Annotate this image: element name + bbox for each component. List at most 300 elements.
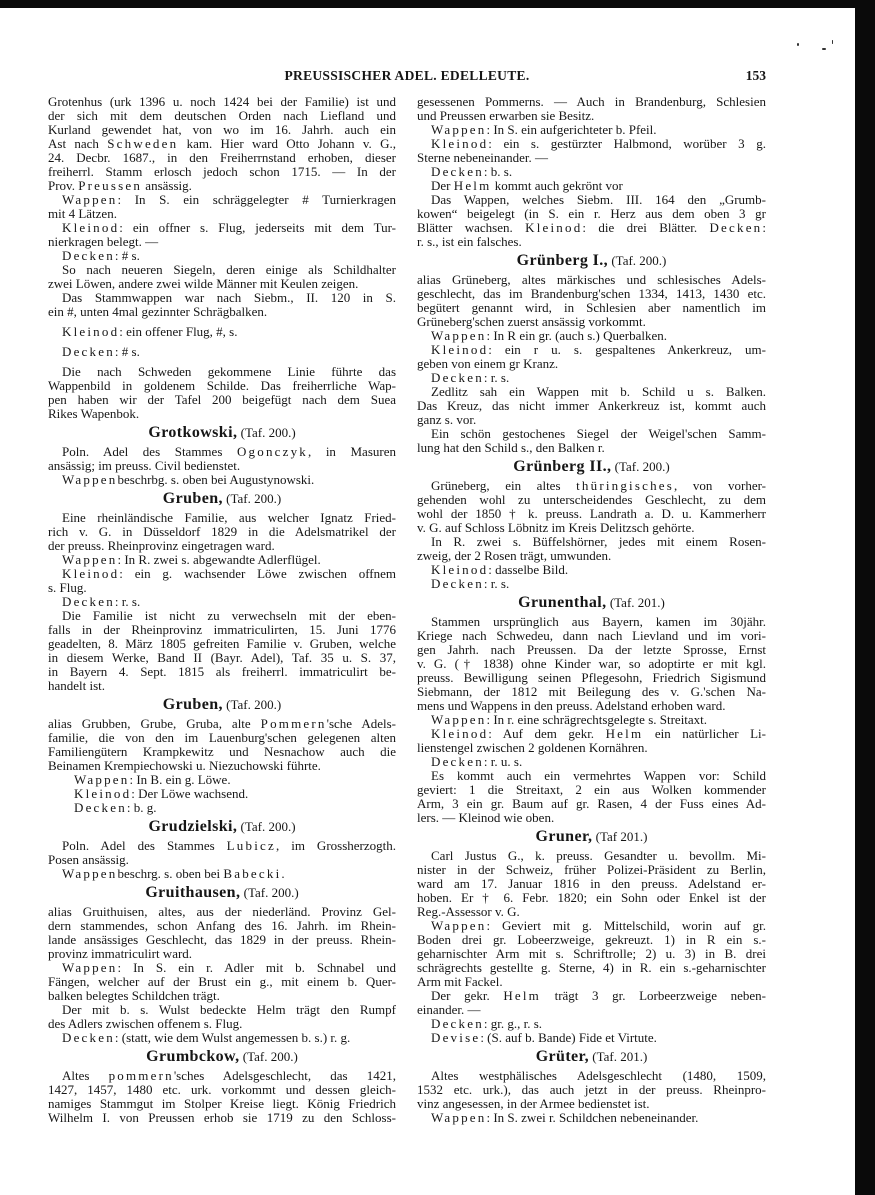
- plate-reference: (Taf. 200.): [226, 491, 282, 506]
- text-segment: Blätter wachsen.: [417, 220, 526, 235]
- scan-border-right: [855, 0, 875, 1195]
- text-segment: : In S. zwei r. Schildchen nebeneinander.: [486, 1110, 699, 1125]
- entry-heading: [417, 591, 766, 615]
- entry-paragraph: [48, 839, 396, 867]
- text-line: 24. Decbr. 1687., in den Freiherrnstand erhoben, dieser: [48, 150, 396, 165]
- text-segment: beschrg. s. oben bei: [117, 866, 224, 881]
- plate-reference: (Taf. 200.): [243, 885, 299, 900]
- text-segment: ansässig.: [142, 178, 192, 193]
- text-segment: , im Grossherzogth.: [275, 838, 396, 853]
- text-segment: Altes: [62, 1068, 109, 1083]
- text-segment: : ein offener Flug, #, s.: [119, 324, 238, 339]
- spaced-term: Wappen: [74, 772, 130, 787]
- text-line: [417, 563, 766, 577]
- plate-reference: (Taf. 201.): [609, 595, 665, 610]
- entry-paragraph: [48, 787, 396, 801]
- text-segment: : b. g.: [126, 800, 157, 815]
- entry-heading: [417, 249, 766, 273]
- spaced-term: Schweden: [107, 136, 179, 151]
- entry-paragraph: [48, 291, 396, 319]
- text-line: geviert: 1 die Streitaxt, 2 ein aus Wolken kommender: [417, 782, 766, 797]
- text-line: Es kommt auch ein vermehrtes Wappen vor: Schild: [431, 768, 766, 783]
- entry-paragraph: [48, 905, 396, 961]
- entry-paragraph: [417, 727, 766, 755]
- text-segment: : dasselbe Bild.: [488, 562, 569, 577]
- text-line: [417, 343, 766, 357]
- spaced-term: Kleinod: [74, 786, 132, 801]
- spaced-term: Decken: [431, 164, 484, 179]
- entry-paragraph: [48, 1031, 396, 1045]
- text-line: Sterne nebeneinander. —: [417, 150, 549, 165]
- right-column: [417, 95, 766, 1125]
- text-line: Kurland gewendet hat, von wo im 16. Jahrh. auch ein: [48, 122, 396, 137]
- plate-reference: (Taf. 200.): [614, 459, 670, 474]
- spaced-term: Decken: [74, 800, 127, 815]
- scan-speck: [797, 43, 799, 46]
- spaced-term: Kleinod: [431, 726, 489, 741]
- text-segment: : In r. eine schrägrechtsgelegte s. Streitaxt.: [486, 712, 708, 727]
- entry-paragraph: [48, 773, 396, 787]
- text-line: Altes westphälisches Adelsgeschlecht (1480, 1509,: [431, 1068, 766, 1083]
- text-line: [417, 919, 766, 933]
- entry-name: Grotkowski,: [148, 424, 238, 441]
- text-line: namiges Stammgut im Stolper Kreise liegt. König Friedrich: [48, 1096, 396, 1111]
- left-column: [48, 95, 396, 1125]
- text-line: Grüneberg'schen zuerst ansässig vorkommt.: [417, 314, 646, 329]
- text-line: [417, 165, 766, 179]
- text-line: [48, 961, 396, 975]
- text-line: Arm, 3 ein gr. Baum auf gr. Rasen, 4 der Fuss eines Ad-: [417, 796, 766, 811]
- spaced-term: Kleinod: [431, 342, 489, 357]
- entry-paragraph: [48, 193, 396, 221]
- entry-name: Grumbckow,: [146, 1048, 240, 1065]
- text-line: einander. —: [417, 1002, 481, 1017]
- text-segment: , in Masuren: [307, 444, 396, 459]
- text-line: falls in der Rheinprovinz immatriculirten, 15. Juni 1776: [48, 622, 396, 637]
- text-line: [417, 137, 766, 151]
- text-line: ein #, unten 4mal gezinnter Schrägbalken.: [48, 304, 268, 319]
- entry-paragraph: [48, 263, 396, 291]
- text-segment: : # s.: [114, 248, 140, 263]
- text-line: [48, 193, 396, 207]
- scan-border-top: [0, 0, 875, 8]
- entry-paragraph: [48, 553, 396, 567]
- entry-heading: [48, 693, 396, 717]
- text-line: vinz angesessen, in der Armee bedienstet ist.: [417, 1096, 650, 1111]
- text-line: v. G. († 1838) ohne Kinder war, so adoptirte er mit kgl.: [417, 656, 766, 671]
- entry-paragraph: [48, 1069, 396, 1125]
- entry-paragraph: [417, 919, 766, 989]
- text-line: zweig, der 2 Rosen trägt, umwunden.: [417, 548, 612, 563]
- entry-name: Grudzielski,: [148, 818, 238, 835]
- spaced-term: Wappen: [62, 192, 118, 207]
- text-segment: beschrbg. s. oben bei Augustynowski.: [117, 472, 315, 487]
- entry-heading: [48, 487, 396, 511]
- spaced-term: Wappen: [62, 960, 118, 975]
- spaced-term: Wappen: [62, 552, 118, 567]
- spaced-term: pommern: [108, 1068, 174, 1083]
- entry-paragraph: [417, 123, 766, 137]
- text-segment: : (S. auf b. Bande) Fide et Virtute.: [480, 1030, 657, 1045]
- spaced-term: Kleinod: [62, 220, 120, 235]
- text-line: nister in der Schweiz, früher Polizei-Präsident zu Berlin,: [417, 862, 766, 877]
- text-line: gesessenen Pommerns. — Auch in Brandenburg, Schlesien: [417, 94, 766, 109]
- text-line: pen haben wir der Tafel 200 beigefügt nach dem Suea: [48, 392, 396, 407]
- spaced-term: Wappen: [431, 918, 487, 933]
- spaced-term: Kleinod: [525, 220, 583, 235]
- entry-paragraph: [417, 95, 766, 123]
- text-segment: trägt 3 gr. Lorbeerzweige neben-: [541, 988, 766, 1003]
- text-line: mit 4 Lätzen.: [48, 206, 117, 221]
- text-line: des Adlers zwischen offenem s. Flug.: [48, 1016, 243, 1031]
- text-line: ganz s. vor.: [417, 412, 477, 427]
- text-line: und Preussen erwarben sie Besitz.: [417, 108, 595, 123]
- entry-heading: [48, 815, 396, 839]
- spaced-term: Preussen: [78, 178, 143, 193]
- text-line: ward am 17. Januar 1816 in den preuss. Adelstand er-: [417, 876, 766, 891]
- text-segment: : r. u. s.: [483, 754, 523, 769]
- entry-name: Grüter,: [535, 1048, 589, 1065]
- text-segment: kam. Hier ward Otto Johann v. G.,: [178, 136, 396, 151]
- entry-paragraph: [417, 1111, 766, 1125]
- spaced-term: Decken: [431, 370, 484, 385]
- entry-paragraph: [48, 595, 396, 609]
- text-segment: 'sche Adels-: [326, 716, 396, 731]
- entry-paragraph: [48, 961, 396, 1003]
- entry-name: Gruithausen,: [145, 884, 241, 901]
- text-line: [48, 717, 396, 731]
- entry-paragraph: [48, 801, 396, 815]
- text-segment: Grüneberg, ein altes: [431, 478, 577, 493]
- text-segment: : In S. ein schräggelegter # Turnierkragen: [117, 192, 396, 207]
- text-line: lienstengel zwischen 2 goldenen Kornähren.: [417, 740, 648, 755]
- text-line: [417, 577, 766, 591]
- scan-speck: [822, 48, 826, 50]
- text-line: Posen ansässig.: [48, 852, 129, 867]
- entry-paragraph: [48, 95, 396, 193]
- entry-paragraph: [417, 577, 766, 591]
- spaced-term: Decken: [431, 754, 484, 769]
- entry-paragraph: [417, 563, 766, 577]
- text-line: Die nach Schweden gekommene Linie führte das: [62, 364, 396, 379]
- text-segment: : In S. ein aufgerichteter b. Pfeil.: [486, 122, 657, 137]
- text-line: in diesem Werke, Band II (Bayr. Adel), Taf. 35 u. S. 37,: [48, 650, 396, 665]
- text-segment: : In S. ein r. Adler mit b. Schnabel und: [117, 960, 396, 975]
- text-segment: alias Grubben, Grube, Gruba, alte: [48, 716, 261, 731]
- text-line: Das Wappen, welches Siebm. III. 164 den „Grumb-: [431, 192, 766, 207]
- text-segment: : In R. zwei s. abgewandte Adlerflügel.: [117, 552, 321, 567]
- spaced-term: Wappen: [62, 472, 118, 487]
- spaced-term: Kleinod: [431, 136, 489, 151]
- entry-paragraph: [417, 371, 766, 385]
- text-line: [48, 867, 396, 881]
- entry-paragraph: [48, 325, 396, 339]
- scan-speck: [832, 40, 833, 44]
- text-line: Zedlitz sah ein Wappen mit b. Schild u s. Balken.: [431, 384, 766, 399]
- text-line: [48, 595, 396, 609]
- text-line: Fängen, welcher auf der Brust ein g., mit einem b. Quer-: [48, 974, 396, 989]
- text-line: r. s., ist ein falsches.: [417, 234, 522, 249]
- text-line: der preuss. Rheinprovinz eingetragen ward.: [48, 538, 275, 553]
- text-line: [417, 989, 766, 1003]
- plate-reference: (Taf. 200.): [611, 253, 667, 268]
- text-line: gehenden wohl zu unterscheidendes Geschlecht, zu dem: [417, 492, 766, 507]
- text-line: s. Flug.: [48, 580, 87, 595]
- text-line: [48, 345, 396, 359]
- text-line: geschlecht, das im Brandenburg'schen 1334, 1413, 1430 etc.: [417, 286, 766, 301]
- entry-paragraph: [417, 989, 766, 1017]
- text-line: [417, 1017, 766, 1031]
- entry-paragraph: [48, 717, 396, 773]
- spaced-term: Pommern: [260, 716, 327, 731]
- text-segment: Der: [431, 178, 454, 193]
- text-line: [417, 1111, 766, 1125]
- spaced-term: Babecki: [223, 866, 282, 881]
- entry-heading: [417, 1045, 766, 1069]
- text-line: wohl der 1850 † k. preuss. Landrath a. D. u. Kammerherr: [417, 506, 766, 521]
- text-line: Beinamen Krempiechowski u. Niezuchowski führte.: [48, 758, 321, 773]
- text-line: [48, 553, 396, 567]
- plate-reference: (Taf. 201.): [592, 1049, 648, 1064]
- spaced-term: Decken: [62, 344, 115, 359]
- text-segment: ein natürlicher Li-: [643, 726, 766, 741]
- text-line: In R. zwei s. Büffelshörner, jedes mit einem Rosen-: [431, 534, 766, 549]
- entry-paragraph: [48, 567, 396, 595]
- entry-paragraph: [48, 345, 396, 359]
- text-line: Wappenbild in goldenem Schilde. Das freiherrliche Wap-: [48, 378, 396, 393]
- spaced-term: Devise: [431, 1030, 481, 1045]
- spaced-term: Wappen: [431, 328, 487, 343]
- text-line: [48, 1031, 396, 1045]
- text-line: familie, die von den im Lauenburg'schen gelegenen alten: [48, 730, 396, 745]
- entry-paragraph: [48, 867, 396, 881]
- text-line: lande ansässiges Geschlecht, das 1829 in der preuss. Rhein-: [48, 932, 396, 947]
- text-segment: :: [762, 220, 766, 235]
- spaced-term: Kleinod: [62, 324, 120, 339]
- text-line: Grotenhus (urk 1396 u. noch 1424 bei der Familie) ist und: [48, 94, 396, 109]
- entry-paragraph: [417, 535, 766, 563]
- text-line: [48, 787, 396, 801]
- text-segment: : r. s.: [114, 594, 141, 609]
- text-line: 1532 etc. urk.), das auch jetzt in der preuss. Rheinpro-: [417, 1082, 766, 1097]
- text-line: Reg.-Assessor v. G.: [417, 904, 520, 919]
- spaced-term: Decken: [62, 594, 115, 609]
- spaced-term: Wappen: [431, 122, 487, 137]
- text-line: Rikes Wapenbok.: [48, 406, 140, 421]
- text-segment: : Geviert mit g. Mittelschild, worin auf gr.: [486, 918, 766, 933]
- text-line: [48, 325, 396, 339]
- text-segment: : ein s. gestürzter Halbmond, worüber 3 g.: [488, 136, 766, 151]
- spaced-term: Kleinod: [431, 562, 489, 577]
- text-line: freiherrl. Stamm erlosch jedoch schon 1715. — In der: [48, 164, 396, 179]
- text-line: [48, 567, 396, 581]
- text-line: Wilhelm I. von Preussen erhob sie 1719 zu den Schloss-: [48, 1110, 396, 1125]
- entry-name: Gruben,: [162, 490, 223, 507]
- text-segment: : ein r u. s. gespaltenes Ankerkreuz, um-: [488, 342, 766, 357]
- text-line: [48, 839, 396, 853]
- text-line: preuss. Bewilligung seinen Pflegesohn, Friedrich Sigismund: [417, 670, 766, 685]
- entry-paragraph: [417, 1017, 766, 1031]
- entry-heading: [48, 1045, 396, 1069]
- spaced-term: Decken: [62, 1030, 115, 1045]
- entry-paragraph: [417, 329, 766, 343]
- entry-paragraph: [48, 473, 396, 487]
- spaced-term: Helm: [503, 988, 541, 1003]
- text-line: 1427, 1457, 1480 etc. urk. vorkommt und dessen gleich-: [48, 1082, 396, 1097]
- text-line: hoben. Er † 6. Febr. 1820; ein Sohn oder Enkel ist der: [417, 890, 766, 905]
- text-line: Stammen ursprünglich aus Bayern, kamen im 30jähr.: [431, 614, 766, 629]
- text-segment: : ein g. wachsender Löwe zwischen offnem: [119, 566, 396, 581]
- text-segment: kommt auch gekrönt vor: [491, 178, 623, 193]
- text-line: [48, 445, 396, 459]
- text-line: [417, 479, 766, 493]
- entry-paragraph: [417, 385, 766, 427]
- spaced-term: Helm: [453, 178, 492, 193]
- spaced-term: Ogonczyk: [236, 444, 308, 459]
- text-segment: : Auf dem gekr.: [488, 726, 606, 741]
- text-line: in Bayern 4. Sept. 1815 als freiherrl. immatriculirt be-: [48, 664, 396, 679]
- text-line: Das Kreuz, das nicht immer Ankerkreuz ist, kommt auch: [417, 398, 766, 413]
- text-line: Ein schön gestochenes Siegel der Weigel'schen Samm-: [431, 426, 766, 441]
- entry-paragraph: [417, 755, 766, 769]
- text-segment: Ast nach: [48, 136, 108, 151]
- entry-paragraph: [48, 609, 396, 693]
- text-segment: : In B. ein g. Löwe.: [129, 772, 231, 787]
- entry-heading: [48, 421, 396, 445]
- text-line: [48, 179, 396, 193]
- text-line: alias Grüneberg, altes märkisches und schlesisches Adels-: [417, 272, 766, 287]
- text-segment: : # s.: [114, 344, 140, 359]
- text-segment: : b. s.: [483, 164, 513, 179]
- text-line: [417, 1031, 766, 1045]
- text-line: [48, 221, 396, 235]
- text-line: v. G. auf Schloss Löbnitz im Kreis Delitzsch gehörte.: [417, 520, 695, 535]
- entry-heading: [48, 881, 396, 905]
- spaced-term: Decken: [709, 220, 763, 235]
- plate-reference: (Taf. 200.): [242, 1049, 298, 1064]
- entry-paragraph: [48, 249, 396, 263]
- entry-paragraph: [417, 1069, 766, 1111]
- text-line: [417, 329, 766, 343]
- plate-reference: (Taf. 200.): [226, 697, 282, 712]
- text-segment: : In R ein gr. (auch s.) Querbalken.: [486, 328, 667, 343]
- text-line: geben von einem gr Kranz.: [417, 356, 559, 371]
- text-line: [417, 371, 766, 385]
- text-line: [48, 801, 396, 815]
- text-line: handelt ist.: [48, 678, 106, 693]
- spaced-term: Decken: [431, 1016, 484, 1031]
- text-line: Carl Justus G., k. preuss. Gesandter u. bevollm. Mi-: [431, 848, 766, 863]
- plate-reference: (Taf. 200.): [240, 425, 296, 440]
- spaced-term: Wappen: [62, 866, 118, 881]
- entry-paragraph: [48, 1003, 396, 1031]
- entry-name: Gruner,: [535, 828, 593, 845]
- entry-paragraph: [417, 849, 766, 919]
- entry-paragraph: [417, 1031, 766, 1045]
- running-head: [48, 68, 766, 88]
- spaced-term: Lubicz: [226, 838, 276, 853]
- text-line: [48, 249, 396, 263]
- entry-paragraph: [417, 273, 766, 329]
- entry-paragraph: [417, 137, 766, 165]
- text-line: [48, 137, 396, 151]
- entry-paragraph: [48, 445, 396, 473]
- entry-paragraph: [417, 769, 766, 825]
- text-segment: 'sches Adelsgeschlecht, das 1421,: [173, 1068, 396, 1083]
- text-line: zwei Löwen, andere zwei wilde Männer mit Keulen zeigen.: [48, 276, 359, 291]
- text-line: lers. — Kleinod wie oben.: [417, 810, 555, 825]
- text-line: So nach neueren Siegeln, deren einige als Schildhalter: [62, 262, 396, 277]
- entry-paragraph: [417, 343, 766, 371]
- text-segment: : gr. g., r. s.: [483, 1016, 543, 1031]
- text-line: [417, 179, 766, 193]
- text-line: alias Gruithuisen, altes, aus der niederländ. Provinz Gel-: [48, 904, 396, 919]
- text-segment: , von vorher-: [674, 478, 766, 493]
- text-line: Eine rheinländische Familie, aus welcher Ignatz Fried-: [62, 510, 396, 525]
- plate-reference: (Taf 201.): [595, 829, 648, 844]
- entry-paragraph: [417, 615, 766, 713]
- spaced-term: Decken: [62, 248, 115, 263]
- text-line: Das Stammwappen war nach Siebm., II. 120 in S.: [62, 290, 396, 305]
- entry-name: Grünberg II.,: [513, 458, 612, 475]
- entry-paragraph: [48, 511, 396, 553]
- running-title: PREUSSISCHER ADEL. EDELLEUTE.: [284, 68, 530, 83]
- text-segment: Poln. Adel des Stammes: [62, 838, 227, 853]
- text-segment: : die drei Blätter.: [582, 220, 710, 235]
- text-segment: Poln. Adel des Stammes: [62, 444, 237, 459]
- entry-paragraph: [48, 221, 396, 249]
- entry-paragraph: [417, 713, 766, 727]
- spaced-term: Helm: [605, 726, 644, 741]
- text-segment: .: [281, 866, 285, 881]
- entry-paragraph: [417, 165, 766, 179]
- text-segment: : Der Löwe wachsend.: [131, 786, 249, 801]
- text-line: nierkragen belegt. —: [48, 234, 159, 249]
- text-segment: : r. s.: [483, 576, 510, 591]
- spaced-term: Kleinod: [62, 566, 120, 581]
- entry-heading: [417, 825, 766, 849]
- text-line: Kriege nach Schwedeu, dann nach Lievland und im vori-: [417, 628, 766, 643]
- page-number: 153: [745, 68, 766, 83]
- text-line: Siebmann, der 1812 mit Beilegung des v. G.'schen Na-: [417, 684, 766, 699]
- text-line: geadelten, 8. März 1805 gefreiten Familie v. Gruben, welche: [48, 636, 396, 651]
- text-line: Familiengütern Krampkewitz und Nesnachow auch die: [48, 744, 396, 759]
- text-line: [48, 1069, 396, 1083]
- text-segment: : ein offner s. Flug, jederseits mit dem Tur-: [119, 220, 396, 235]
- spaced-term: Decken: [431, 576, 484, 591]
- entry-paragraph: [48, 365, 396, 421]
- entry-paragraph: [417, 427, 766, 455]
- text-line: [417, 221, 766, 235]
- text-line: der sich mit dem deutschen Orden nach Liefland und: [48, 108, 396, 123]
- text-segment: : r. s.: [483, 370, 510, 385]
- text-line: [48, 473, 396, 487]
- text-line: kowen“ beigelegt (in S. ein r. Herz aus dem oben 3 gr: [417, 206, 766, 221]
- spaced-term: Wappen: [431, 712, 487, 727]
- text-line: lung hat den Schild s., den Balken r.: [417, 440, 605, 455]
- entry-paragraph: [417, 479, 766, 535]
- text-segment: Der gekr.: [431, 988, 504, 1003]
- text-line: balken belegtes Schildchen trägt.: [48, 988, 220, 1003]
- text-line: begütert genannt wird, in Schlesien aber namentlich im: [417, 300, 766, 315]
- entry-paragraph: [417, 193, 766, 249]
- text-line: Boden drei gr. Lobeerzweige, gekreuzt. 1) in R ein s.-: [417, 932, 766, 947]
- text-line: geharnischter Arm mit s. Schriftrolle; 2) u. 3) in B. drei: [417, 946, 766, 961]
- text-segment: : (statt, wie dem Wulst angemessen b. s.) r. g.: [114, 1030, 351, 1045]
- entry-name: Gruben,: [162, 696, 223, 713]
- text-line: dern stammendes, schon Anfang des 16. Jahrh. im Rhein-: [48, 918, 396, 933]
- text-line: provinz immatriculirt ward.: [48, 946, 193, 961]
